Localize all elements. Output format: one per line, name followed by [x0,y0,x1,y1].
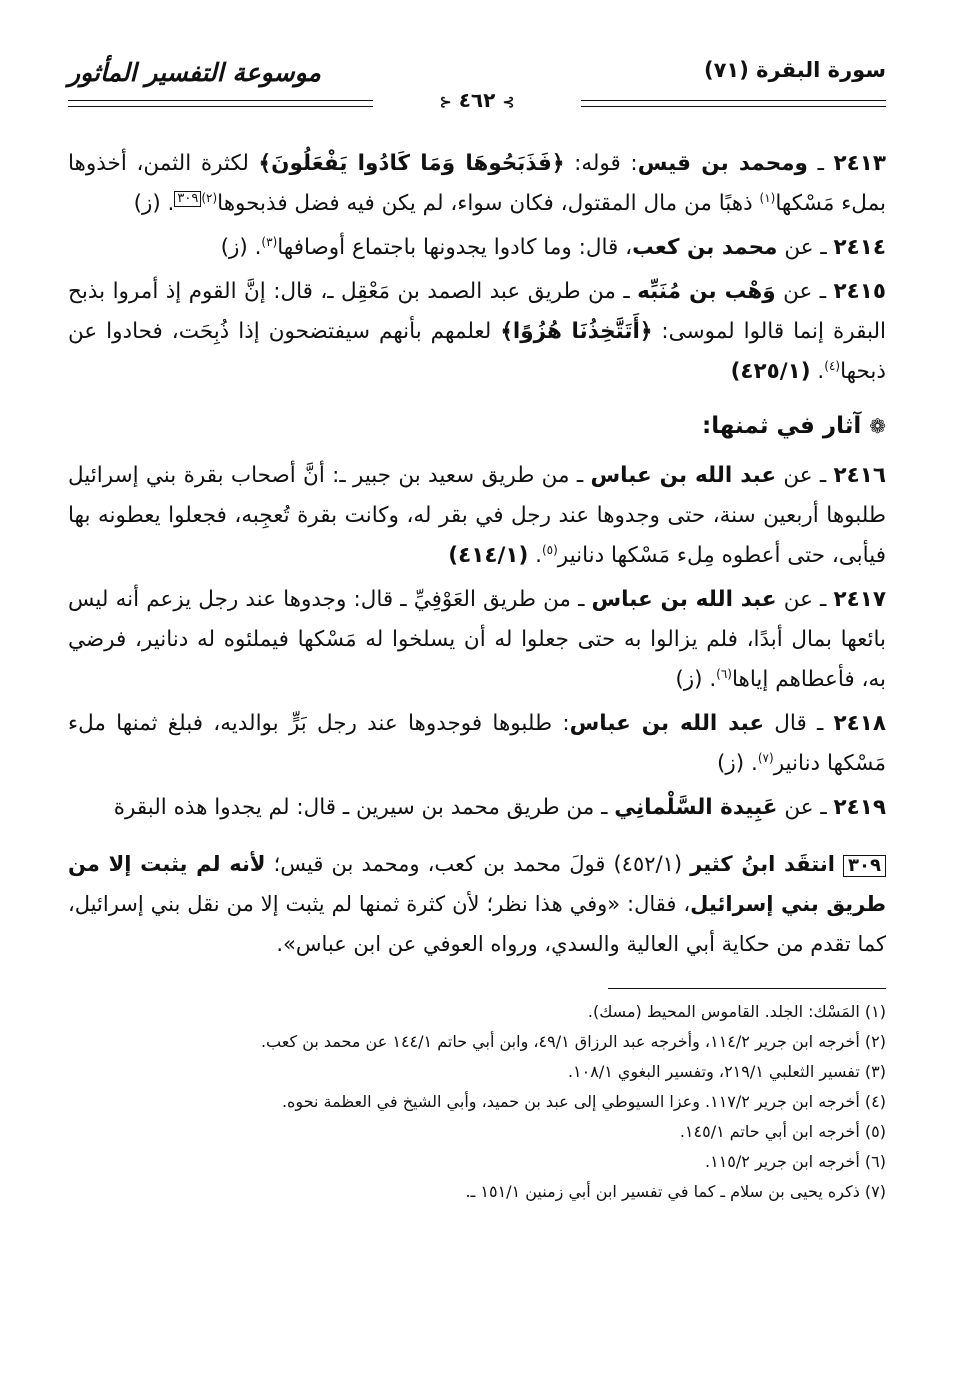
commentary-text: ، فقال: «وفي هذا نظر؛ لأن كثرة ثمنها لم يثبت إلا من نقل بني إسرائيل، كما تقدم من حكاية أبي العالية والسدي، ورواه العوفي عن ابن عباس». [68,892,886,956]
entry-number: ٢٤١٦ [833,463,886,488]
footnote-ref[interactable]: (٥) [541,542,558,557]
commentator-name: انتقَد ابنُ كثير [690,852,835,876]
entry-2414 [68,228,886,268]
commentary-ref-box[interactable]: ٣٠٩ [174,191,201,207]
entry-text: ـ من طريق العَوْفِيِّ ـ قال: وجدوها عند رجل يزعم أنه ليس بائعها بمال أبدًا، فلم يزالوا به حتى جعلوا له أن يسلخوا له مَسْكها فيملئوه له دنانير، فرضي به، فأعطاهم إياها [68,587,886,692]
entry-text: ذهبًا من مال المقتول، فكان سواء، لم يكن فيه فضل فذبحوها [217,191,760,216]
entry-number: ٢٤١٣ [833,151,886,176]
entry-text: ـ من طريق سعيد بن جبير ـ: أنَّ أصحاب بقرة بني إسرائيل طلبوها أربعين سنة، حتى وجدوها عند رجل في بقر له، وكانت بقرة تُعجِبه، فجعلوا يعطونه بها فيأبى، حتى أعطوه مِلء مَسْكها دنانير [68,463,886,568]
entry-number: ٢٤١٧ [833,587,886,612]
book-title: موسوعة التفسير المأثور [68,58,321,87]
narrator-name: وَهْب بن مُنَبِّه [637,279,776,304]
entry-end: . (ز) [220,235,262,260]
entry-text: ـ عن [776,587,834,612]
volume-ref: (٤١٤/١) [448,543,529,568]
commentary-block [68,844,886,964]
entry-2415 [68,272,886,392]
narrator-name: محمد بن كعب [632,235,778,260]
narrator-name: ومحمد بن قيس [637,151,808,176]
entry-end: . (ز) [717,751,758,776]
entry-text: ـ عن [777,795,834,820]
flower-icon: ❁ [869,414,886,438]
footnote: (٧) ذكره يحيى بن سلام ـ كما في تفسير ابن أبي زمنين ١٥١/١ ـ. [465,1182,886,1201]
entry-text: ، قال: وما كادوا يجدونها باجتماع أوصافها [277,235,633,260]
quran-quote: ﴿أَتَتَّخِذُنَا هُزُوًا﴾ [500,319,653,344]
entry-2413 [68,144,886,224]
header-rule-right [581,100,886,107]
section-heading [68,406,886,446]
narrator-name: عبد الله بن عباس [591,587,777,612]
entry-number: ٢٤١٩ [833,795,886,820]
entry-text: ـ من طريق عبد الصمد بن مَعْقِل ـ، قال: إنَّ القوم إذ أمروا بذبح البقرة إنما قالوا لموسى: [68,279,886,344]
main-text [68,144,886,1207]
entry-end: . (ز) [675,667,717,692]
footnote-separator [608,988,886,989]
entry-2419 [68,788,886,828]
footnote: (٦) أخرجه ابن جرير ١١٥/٢. [705,1152,886,1171]
entry-end: . (ز) [133,191,175,216]
narrator-name: عبد الله بن عباس [590,463,777,488]
page-number-value: ٤٦٢ [458,88,496,112]
commentary-paragraph [68,844,886,964]
ornament-right: ⊱ [502,93,515,111]
entry-number: ٢٤١٥ [833,279,887,304]
footnote: (٣) تفسير الثعلبي ٢١٩/١، وتفسير البغوي ١٠٨/١. [567,1062,886,1081]
commentary-number-box: ٣٠٩ [843,855,886,877]
footnote-ref[interactable]: (٤) [824,358,841,373]
commentary-bold-text: لأنه لم يثبت إلا من طريق بني إسرائيل [68,852,886,916]
entry-2418 [68,704,886,784]
ornament-left: ⊰ [439,93,452,111]
footnote: (١) المَسْك: الجلد. القاموس المحيط (مسك). [587,1002,886,1021]
commentary-ref: (٤٥٢/١) [605,852,691,876]
entry-end: . [528,543,542,568]
footnote-ref[interactable]: (٦) [716,666,732,681]
entry-2417 [68,580,886,700]
footnote-ref[interactable]: (٣) [261,234,278,249]
footnotes [68,997,886,1207]
volume-ref: (٤٢٥/١) [730,359,811,384]
entry-text: : طلبوها فوجدوها عند رجل بَرٍّ بوالديه، فبلغ ثمنها ملء مَسْكها دنانير [68,711,886,776]
commentary-text: قولَ محمد بن كعب، ومحمد بن قيس؛ [265,852,606,876]
entry-2416 [68,456,886,576]
footnote: (٢) أخرجه ابن جرير ١١٤/٢، وأخرجه عبد الرزاق ٤٩/١، وابن أبي حاتم ١٤٤/١ عن محمد بن كعب. [260,1032,886,1051]
narrator-name: عبد الله بن عباس [569,711,765,736]
entry-text: لكثرة الثمن، أخذوها بملء مَسْكها [68,151,886,216]
entry-text: ـ قال [764,711,834,736]
footnote-ref[interactable]: (١) [759,190,776,205]
footnote: (٤) أخرجه ابن جرير ١١٧/٢. وعزا السيوطي إلى عبد بن حميد، وأبي الشيخ في العظمة نحوه. [281,1092,886,1111]
page [68,58,886,1207]
page-header [68,58,886,118]
entry-text: : قوله: [564,151,638,176]
entry-end: . [810,359,825,384]
footnote-ref[interactable]: (٧) [757,750,774,765]
entry-text: ـ عن [776,463,834,488]
surah-heading: سورة البقرة (٧١) [703,58,886,82]
footnote: (٥) أخرجه ابن أبي حاتم ١٤٥/١. [679,1122,886,1141]
page-number [439,88,515,112]
entry-number: ٢٤١٨ [833,711,886,736]
narrator-name: عَبِيدة السَّلْمانِي [614,795,778,820]
entry-text: ـ عن [777,235,834,260]
header-rule-left [68,100,373,107]
entry-text: ـ عن [775,279,834,304]
section-title: آثار في ثمنها: [702,413,862,439]
quran-quote: ﴿فَذَبَحُوهَا وَمَا كَادُوا يَفْعَلُونَ﴾ [258,151,565,176]
entry-text: ـ من طريق محمد بن سيرين ـ قال: لم يجدوا هذه البقرة [113,795,615,820]
entry-text: لعلمهم بأنهم سيفتضحون إذا ذُبِحَت، فحادوا عن ذبحها [68,319,886,384]
entry-number: ٢٤١٤ [833,235,886,260]
footnote-ref[interactable]: (٢) [201,190,218,205]
entry-separator: ـ [807,151,834,176]
